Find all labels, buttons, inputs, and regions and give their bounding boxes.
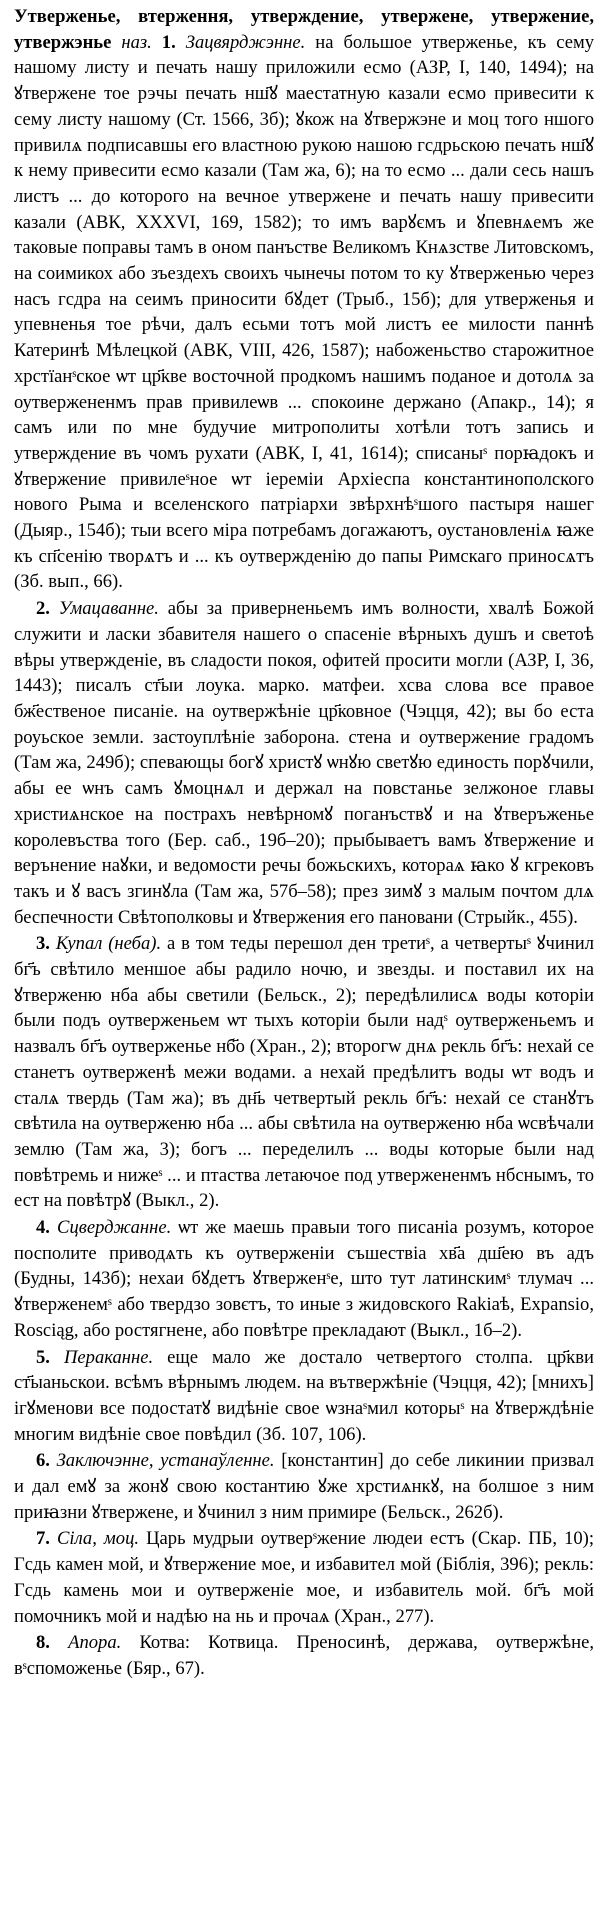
sense-number: 4. [36, 1217, 50, 1239]
entry-sense-1 [14, 4, 594, 595]
entry-sense-3 [14, 931, 594, 1214]
entry-sense-4 [14, 1215, 594, 1344]
entry-sense-7 [14, 1526, 594, 1629]
sense-definition: Заключэнне, устанаўленне. [56, 1450, 275, 1472]
sense-definition: Зацвярджэнне. [185, 31, 306, 53]
entry-sense-6 [14, 1448, 594, 1525]
sense-definition: Купал (неба). [55, 933, 162, 955]
sense-number: 8. [36, 1632, 50, 1654]
sense-number: 3. [36, 933, 50, 955]
sense-number: 1. [161, 31, 176, 53]
part-of-speech: наз. [121, 31, 152, 53]
sense-definition: Пераканне. [63, 1346, 154, 1368]
sense-definition: Апора. [68, 1632, 122, 1654]
entry-sense-8 [14, 1630, 594, 1681]
sense-number: 6. [36, 1450, 50, 1472]
sense-number: 5. [36, 1346, 50, 1368]
sense-definition: Сцверджанне. [57, 1217, 172, 1239]
sense-definition: Сіла, моц. [57, 1528, 140, 1550]
sense-definition: Умацаванне. [58, 598, 159, 620]
entry-sense-5 [14, 1345, 594, 1448]
sense-text: Котва: Котвица. Преносинѣ, держава, оутвержѣне, вˢспоможенье (Бяр., 67). [14, 1632, 594, 1679]
entry-headword: Утверженье, втерження, утверждение, утвержене, утвержение, утвержэнье [14, 6, 594, 53]
entry-sense-2 [14, 596, 594, 930]
sense-number: 7. [36, 1528, 50, 1550]
sense-text: абы за приверненьемъ имъ волности, хвалѣ Божой служити и ласки збавителя нашего о спасеніе вѣрныхъ душъ и светоѣ вѣры утвержденіе, въ сладости покоя, офитей просити могли (АЗР, I, 36, 1443); писалъ ст҃ыи лоука. марко. матфеи. хсва слова все правое бж҃ественое писаніе. на оутвержѣніе цр҃ковное (Чэцця, 42); вы бо еста роуьское земли. застоуплѣніе заборона. стена и оутвержение градомъ (Там жа, 249б); спевающы богꙋ христꙋ ѡнꙋю светꙋю единость порꙋчили, абы ее ѡнъ самъ ꙋмоцнѧл и держал на повстанье зелжоное главы христиѧнское на пострахъ невѣрномꙋ поганъствꙋ и на ꙋтверъженье королевъства того (Бер. саб., 19б–20); прыбываетъ вамъ ꙋтвержение и верънение наꙋки, и ведомости речы божьскихъ, котораѧ ꙗко ꙋ кгрековъ такъ и ꙋ васъ згинꙋла (Там жа, 57б–58); през зимꙋ з малым почтом длѧ беспечности Свѣтополковы и ꙋтвержения его пановани (Стрыйк., 455). [14, 598, 594, 928]
sense-text: на большое утверженье, къ сему нашому листу и печать нашу приложили есмо (АЗР, I, 140, 1494); на ꙋтверженe тое рэчы печать нш҃ꙋ маестатную казали есмо привесити к сему листу нашому (Ст. 1566, 3б); ꙋкож на ꙋтвержэне и моц того ншого привилѧ подписавшы его властною рукою нашою гсдрьскою печать нш҃ꙋ к нему привесити есмо казали (Там жа, 6); на то есмо ... дали сесь нашъ листъ ... до которого на вечное утвержене и печать нашу привесити казали (АВК, XXXVI, 169, 1582); то имъ варꙋємъ и ꙋпевнѧемъ же таковые поправы тамъ в оном панъстве Великомъ Кнѧзстве Литовскомъ, на соимикох або зъездехъ своихъ чынечы потом то ку ꙋтверженью через насъ гсдра на сеимъ приносити бꙋдет (Трыб., 15б); для утверженья и упевненья тое рѣчи, далъ есьми тотъ мой листъ ее милости паннѣ Катеринѣ Мѣлецкой (АВК, VIII, 426, 1587); набоженьство старожитное хрстїанˢское ѡт цр҃кве восточной продкомъ нашимъ поданое и дотолѧ за оутвержененмъ прав привилеѡв ... спокоине держано (Апакр., 14); я самъ или по мне будучие митрополиты хотѣли тотъ запись и утверждение въ чомъ рухати (АВК, I, 41, 1614); списаныˢ порꙗдокъ и ꙋтвержение привилеˢное ѡт iереміи Архiеспа константинополского нового Рыма и вселенского патріархи звѣрхнѣˢшого пастыря нашег (Дыяр., 154б); тыи всего міра потребамъ догажаютъ, оустановленіѧ ꙗже къ сп҃сенію творѧтъ и ... къ оутвержденію до папы Римскаго приносѧтъ (Зб. вып., 66). [14, 31, 595, 593]
sense-text: а в том теды перешол ден третиˢ, а четвертыˢ ꙋчинил бг҃ъ свѣтило меншое абы радило ночю, и звезды. и поставил их на ꙋтверженю нба абы светили (Бельск., 2); передѣлилисѧ воды которіи были подъ оутверженьем ѡт тыхъ которіи были надˢ оутверженьемъ и назвалъ бг҃ъ оутверженье нб҃о (Хран., 2); второгw днѧ рекль бг҃ъ: нехай се станетъ оутверженѣ межи водами. а нехай предѣлитъ воды ѡт водъ и сталѧ твердь (Там жа); въ дн҃ь четвертый рекль бг҃ъ: нехай се станꙋтъ свѣтила на оутверженю нба ... абы свѣтила на оутверженю нба ѡсвѣчали землю (Там жа, 3); богъ ... переделилъ ... воды которые были над повѣтремь и нижеˢ ... и птаства летаючое под утвержененмъ нбснымъ, то ест на повѣтрꙋ (Выкл., 2). [14, 933, 594, 1212]
sense-text: [константин] до себе ликинии призвал и дал емꙋ за жонꙋ свою костантию ꙋже хрстиѧнкꙋ, на болшое з ним приꙗзни ꙋтвержене, и ꙋчинил з ним примире (Бельск., 262б). [14, 1450, 594, 1523]
sense-text: ѡт же маешь правыи того писаніа розумъ, которое посполите приводѧть къ оутверженіи съшествіа хв҃а дш҃ею въ адъ (Будны, 143б); нехаи бꙋдетъ ꙋтверженˢе, што тут латинскимˢ тлумач ... ꙋтверженемˢ або твердзо зовєтъ, то иные з жидовского Rakiaѣ, Expansio, Rosciąg, або ростягнене, або повѣтре прекладают (Выкл., 1б–2). [14, 1217, 594, 1341]
sense-number: 2. [36, 598, 50, 620]
sense-text: еще мало же достало четвертого столпа. цр҃кви ст҃ыаньскои. всѣмъ вѣрнымъ людем. на вътвержѣніе (Чэцця, 42); [мнихъ] iгꙋменови все подостатꙋ видѣніе свое ѡзнаˢмил которыˢ на ꙋтверждѣніе многим видѣніе свое повѣдил (Зб. 107, 106). [14, 1346, 594, 1445]
sense-text: Царь мудрыи оутверˢжение людеи естъ (Скар. ПБ, 10); Гсдь камен мой, и ꙋтвержение мое, и избавител мой (Біблія, 396); рекль: Гсдь камень мои и оутверженіе мое, и избавитель мой. бг҃ъ мой помочникъ мой и надѣю на нь и прочаѧ (Хран., 277). [14, 1528, 595, 1627]
